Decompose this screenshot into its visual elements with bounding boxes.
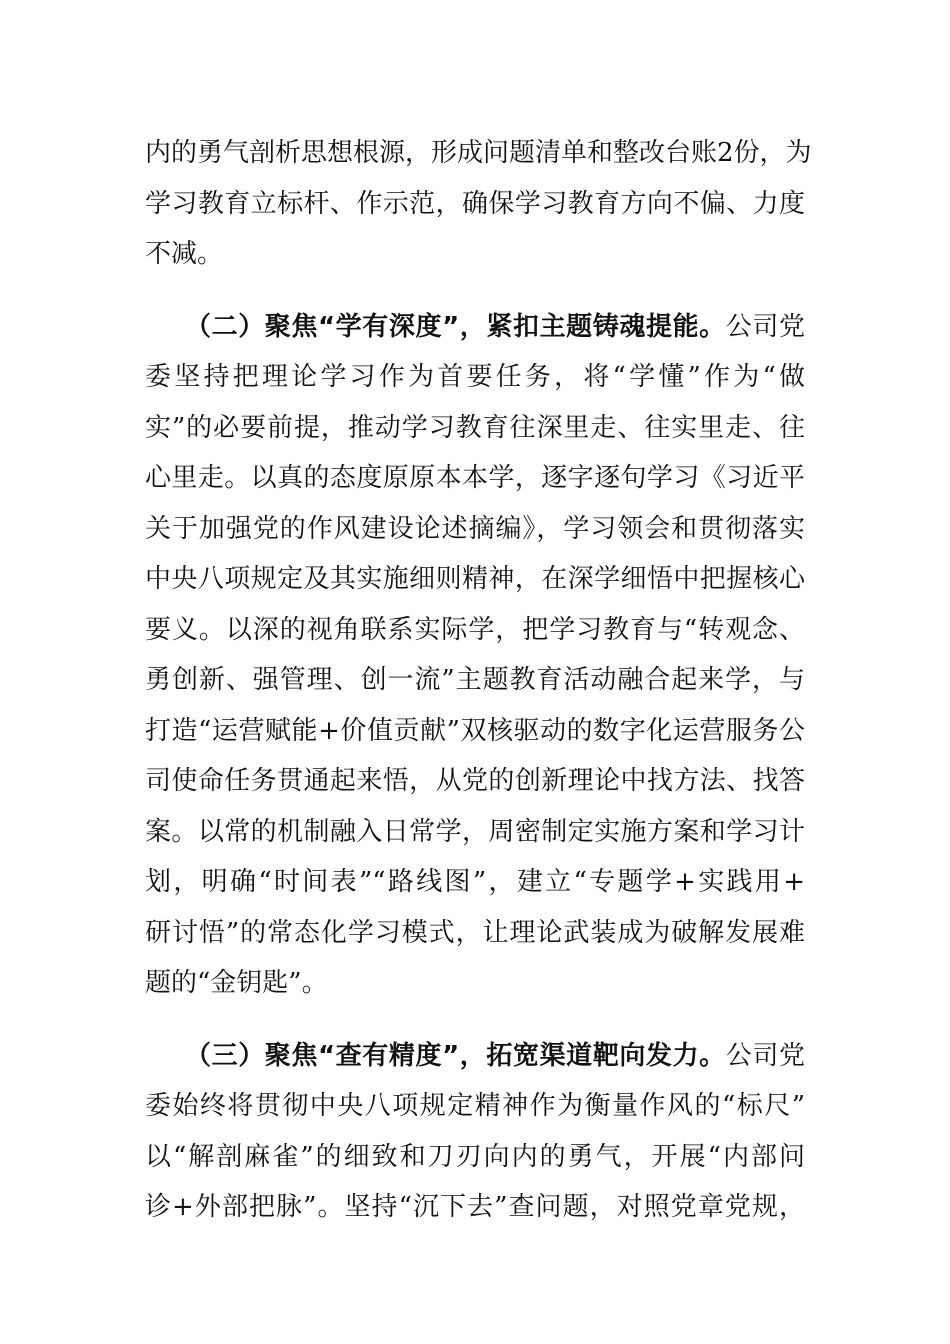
text-line: 勇创新、强管理、创一流”主题教育活动融合起来学，与 [145, 665, 805, 695]
text-line: 委始终将贯彻中央八项规定精神作为衡量作风的“标尺” [145, 1091, 805, 1121]
paragraph-check-precision [145, 1031, 805, 1233]
document-body [145, 128, 812, 1233]
text-line: 划，明确“时间表”“路线图”，建立“专题学+实践用+ [145, 867, 805, 897]
text-line: 案。以常的机制融入日常学，周密制定实施方案和学习计 [145, 816, 805, 847]
text-line: 关于加强党的作风建设论述摘编》，学习领会和贯彻落实 [145, 513, 805, 544]
text-line: 委坚持把理论学习作为首要任务，将“学懂”作为“做 [145, 362, 805, 392]
text-line: 要义。以深的视角联系实际学，把学习教育与“转观念、 [145, 614, 805, 645]
text-line: 诊+外部把脉”。坚持“沉下去”查问题，对照党章党规， [145, 1192, 805, 1222]
text-line: 中央八项规定及其实施细则精神，在深学细悟中把握核心 [145, 564, 805, 594]
section-heading: （二）聚焦“学有深度”，紧扣主题铸魂提能。 [185, 311, 726, 342]
heading-rest-text: 公司党 [725, 1040, 805, 1071]
text-line: 以“解剖麻雀”的细致和刀刃向内的勇气，开展“内部问 [145, 1141, 805, 1172]
text-line: 心里走。以真的态度原原本本学，逐字逐句学习《习近平 [145, 463, 805, 493]
text-line: 题的“金钥匙”。 [145, 968, 328, 998]
heading-rest-text: 公司党 [725, 311, 805, 342]
text-line: 学习教育立标杆、作示范，确保学习教育方向不偏、力度 [145, 188, 805, 219]
text-line: 不减。 [145, 239, 224, 269]
paragraph-continuation [145, 128, 812, 280]
text-line: 内的勇气剖析思想根源，形成问题清单和整改台账2份，为 [145, 138, 812, 168]
paragraph-study-depth [145, 302, 805, 1009]
text-line: 打造“运营赋能+价值贡献”双核驱动的数字化运营服务公 [145, 715, 805, 746]
text-line: 研讨悟”的常态化学习模式，让理论武装成为破解发展难 [145, 917, 805, 948]
heading-line [145, 302, 805, 353]
text-line: 司使命任务贯通起来悟，从党的创新理论中找方法、找答 [145, 766, 805, 796]
text-line: 实”的必要前提，推动学习教育往深里走、往实里走、往 [145, 412, 805, 443]
heading-line [145, 1031, 805, 1082]
section-heading: （三）聚焦“查有精度”，拓宽渠道靶向发力。 [185, 1040, 726, 1071]
